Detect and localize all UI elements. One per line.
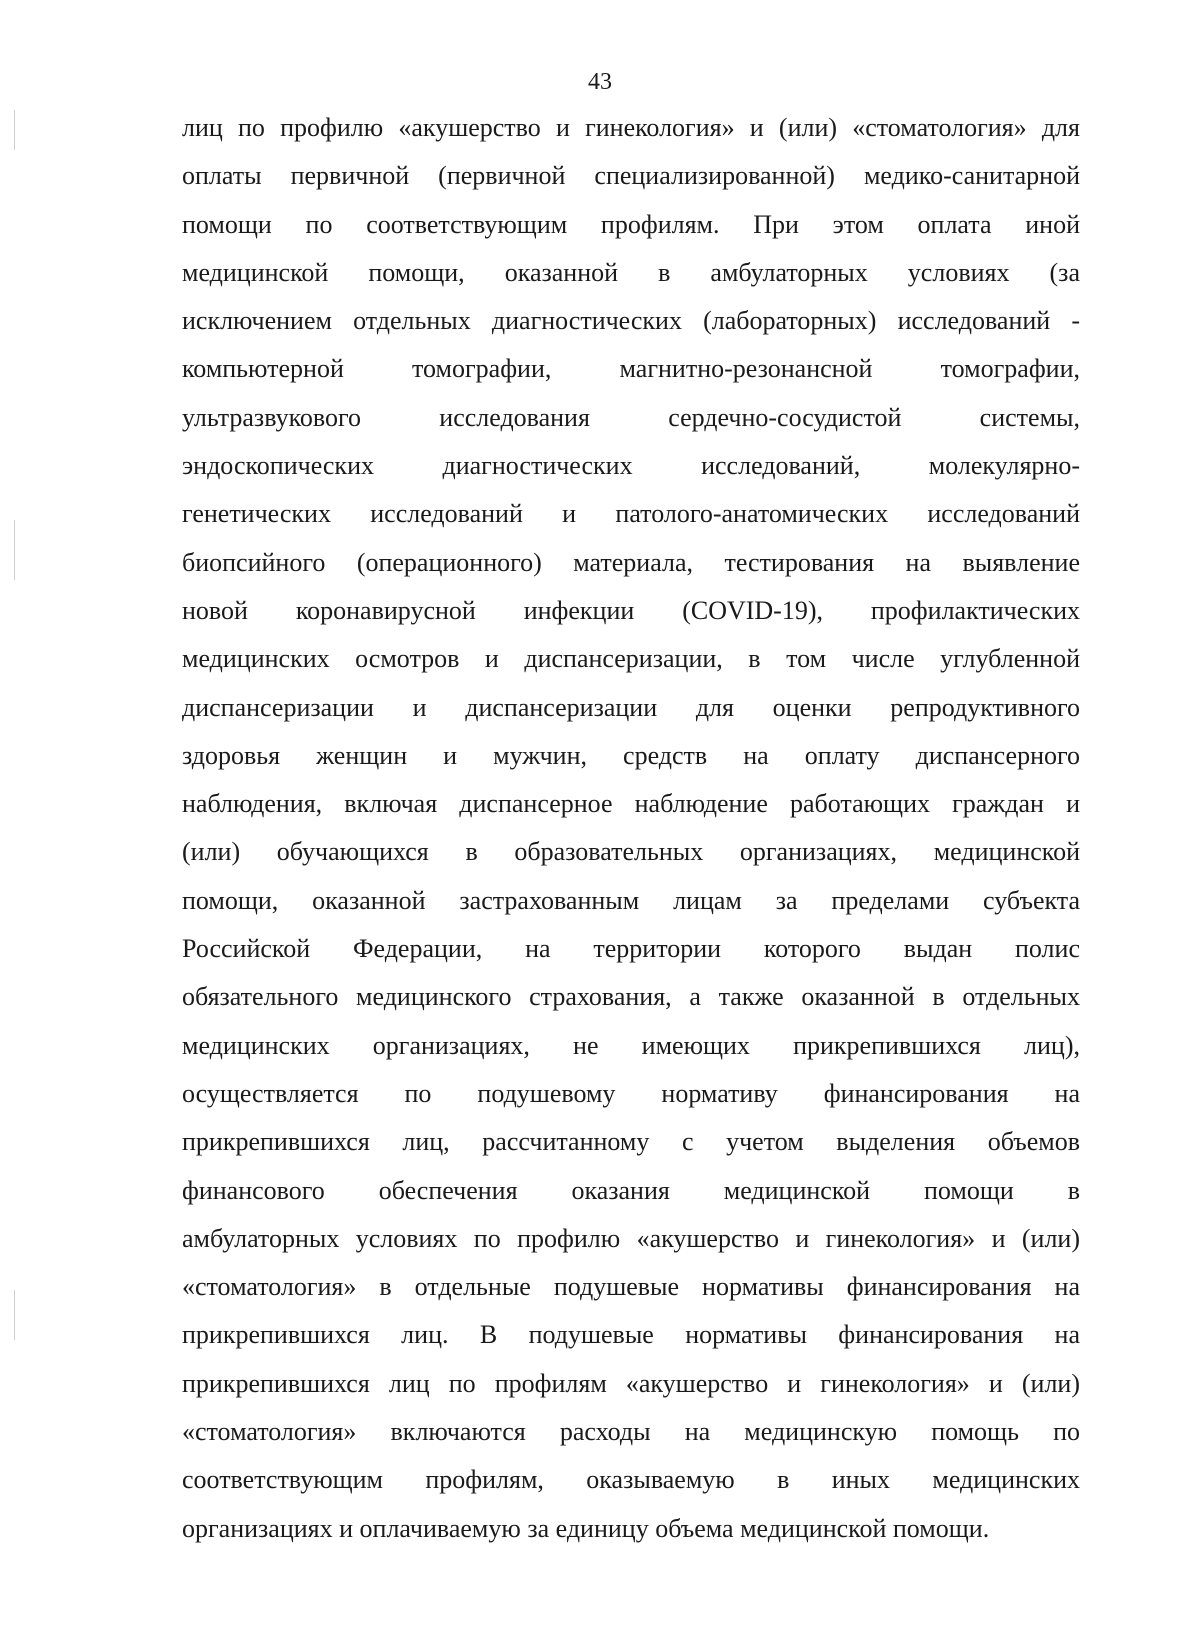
text-line: наблюдения, включая диспансерное наблюдение работающих граждан и (182, 789, 1080, 819)
text-line: медицинской помощи, оказанной в амбулаторных условиях (за (182, 257, 1080, 287)
text-line: прикрепившихся лиц, рассчитанному с учетом выделения объемов (182, 1127, 1080, 1157)
scan-edge-mark (14, 110, 15, 150)
text-line: медицинских организациях, не имеющих прикрепившихся лиц), (182, 1030, 1080, 1060)
text-line: прикрепившихся лиц по профилям «акушерство и гинекология» и (или) (182, 1368, 1080, 1398)
text-line: исключением отдельных диагностических (лабораторных) исследований - (182, 306, 1080, 336)
text-line: амбулаторных условиях по профилю «акушерство и гинекология» и (или) (182, 1223, 1080, 1253)
scan-edge-mark (14, 520, 15, 580)
text-line: соответствующим профилям, оказываемую в иных медицинских (182, 1465, 1080, 1495)
text-line: Российской Федерации, на территории которого выдан полис (182, 934, 1080, 964)
text-line: генетических исследований и патолого-анатомических исследований (182, 499, 1080, 529)
text-line: оплаты первичной (первичной специализированной) медико-санитарной (182, 161, 1080, 191)
body-text (182, 104, 1080, 1553)
text-line: здоровья женщин и мужчин, средств на оплату диспансерного (182, 740, 1080, 770)
text-line: помощи, оказанной застрахованным лицам за пределами субъекта (182, 885, 1080, 915)
text-line: новой коронавирусной инфекции (COVID-19), профилактических (182, 595, 1080, 625)
page-number: 43 (588, 69, 612, 95)
text-line: компьютерной томографии, магнитно-резонансной томографии, (182, 354, 1080, 384)
text-line: (или) обучающихся в образовательных организациях, медицинской (182, 837, 1080, 867)
text-line: биопсийного (операционного) материала, тестирования на выявление (182, 547, 1080, 577)
text-line: «стоматология» включаются расходы на медицинскую помощь по (182, 1417, 1080, 1447)
text-line: лиц по профилю «акушерство и гинекология» и (или) «стоматология» для (182, 113, 1080, 142)
text-line: обязательного медицинского страхования, а также оказанной в отдельных (182, 982, 1080, 1012)
text-line: медицинских осмотров и диспансеризации, в том числе углубленной (182, 644, 1080, 674)
text-line: ультразвукового исследования сердечно-сосудистой системы, (182, 402, 1080, 432)
text-line-last: организациях и оплачиваемую за единицу объема медицинской помощи. (182, 1513, 990, 1543)
text-line: осуществляется по подушевому нормативу финансирования на (182, 1078, 1080, 1108)
scan-edge-mark (14, 1290, 15, 1340)
text-line: прикрепившихся лиц. В подушевые нормативы финансирования на (182, 1320, 1080, 1350)
text-line: диспансеризации и диспансеризации для оценки репродуктивного (182, 692, 1080, 722)
text-line: финансового обеспечения оказания медицинской помощи в (182, 1175, 1080, 1205)
text-line: помощи по соответствующим профилям. При этом оплата иной (182, 209, 1080, 239)
text-line: эндоскопических диагностических исследований, молекулярно- (182, 451, 1080, 481)
text-line: «стоматология» в отдельные подушевые нормативы финансирования на (182, 1272, 1080, 1302)
